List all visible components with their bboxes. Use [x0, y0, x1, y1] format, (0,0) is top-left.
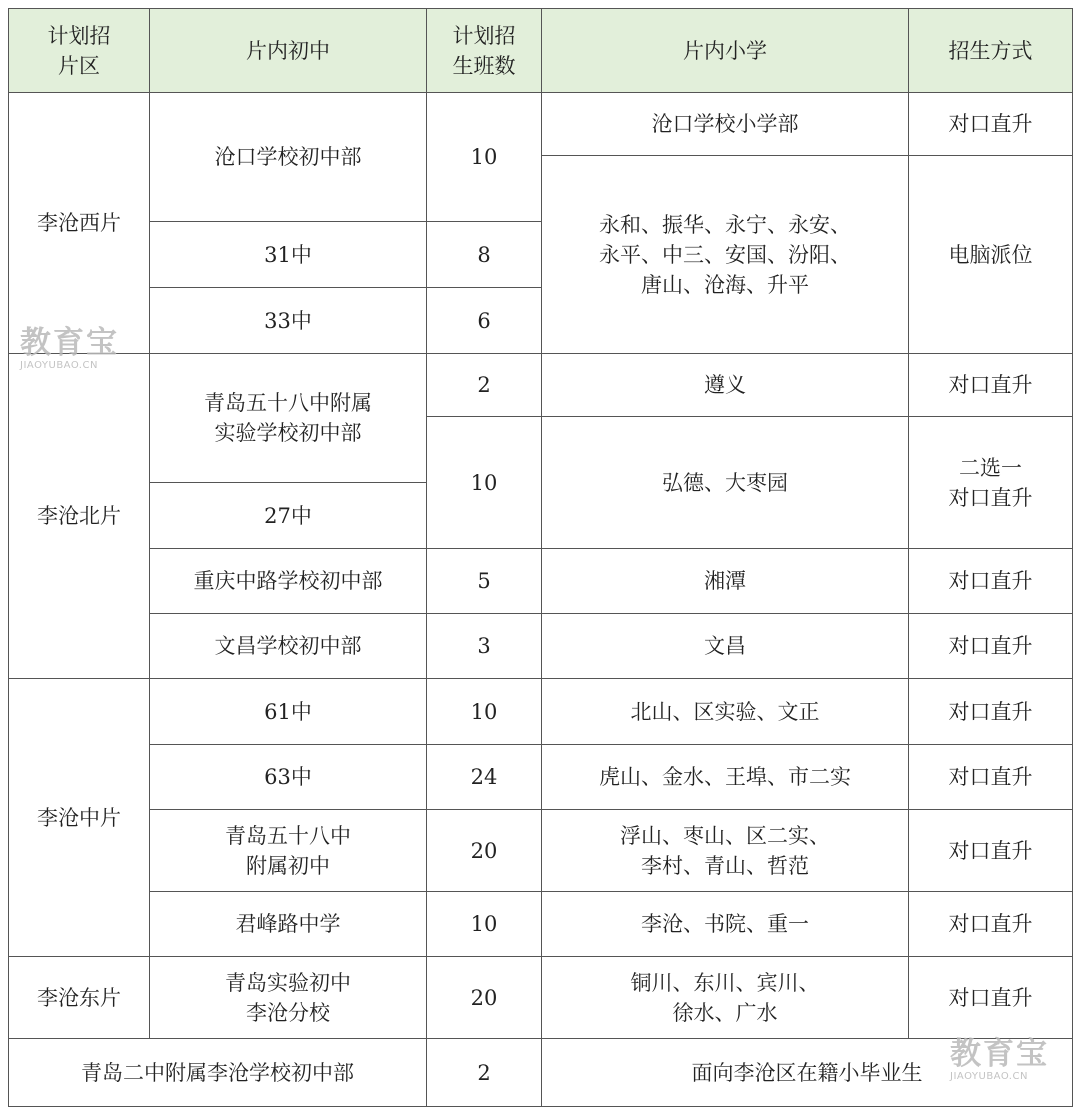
- area-east: 李沧东片: [9, 957, 150, 1039]
- method-cell: 对口直升: [909, 549, 1073, 614]
- header-middle-school: 片内初中: [150, 9, 427, 93]
- primary-cell: 文昌: [542, 614, 909, 679]
- school-cell: 重庆中路学校初中部: [150, 549, 427, 614]
- primary-cell: 遵义: [542, 354, 909, 417]
- school-cell: 33中: [150, 288, 427, 354]
- method-cell: 对口直升: [909, 745, 1073, 810]
- method-cell: 对口直升: [909, 810, 1073, 892]
- method-cell: 电脑派位: [909, 156, 1073, 354]
- method-cell: 二选一 对口直升: [909, 417, 1073, 549]
- school-cell: 沧口学校初中部: [150, 93, 427, 222]
- school-cell: 63中: [150, 745, 427, 810]
- method-cell: 对口直升: [909, 614, 1073, 679]
- classes-cell: 10: [427, 417, 542, 549]
- classes-cell: 10: [427, 892, 542, 957]
- table-row: [9, 957, 1073, 1039]
- table-row: [9, 354, 1073, 417]
- table-row: [9, 549, 1073, 614]
- school-cell: 青岛实验初中 李沧分校: [150, 957, 427, 1039]
- school-cell: 青岛五十八中 附属初中: [150, 810, 427, 892]
- school-cell: 61中: [150, 679, 427, 745]
- header-area: 计划招 片区: [9, 9, 150, 93]
- table-row: [9, 810, 1073, 892]
- classes-cell: 24: [427, 745, 542, 810]
- classes-cell: 10: [427, 679, 542, 745]
- school-cell: 31中: [150, 222, 427, 288]
- method-cell: 对口直升: [909, 892, 1073, 957]
- table-row: [9, 93, 1073, 156]
- primary-cell: 永和、振华、永宁、永安、 永平、中三、安国、汾阳、 唐山、沧海、升平: [542, 156, 909, 354]
- classes-cell: 10: [427, 93, 542, 222]
- classes-cell: 6: [427, 288, 542, 354]
- classes-cell: 2: [427, 1039, 542, 1107]
- school-cell: 青岛五十八中附属 实验学校初中部: [150, 354, 427, 483]
- classes-cell: 5: [427, 549, 542, 614]
- note-cell: 面向李沧区在籍小毕业生: [542, 1039, 1073, 1107]
- method-cell: 对口直升: [909, 957, 1073, 1039]
- watermark-left: 教育宝 JIAOYUBAO.CN: [20, 325, 119, 371]
- table-row: [9, 614, 1073, 679]
- header-classes: 计划招 生班数: [427, 9, 542, 93]
- header-primary: 片内小学: [542, 9, 909, 93]
- classes-cell: 20: [427, 810, 542, 892]
- classes-cell: 2: [427, 354, 542, 417]
- primary-cell: 湘潭: [542, 549, 909, 614]
- header-row: [9, 9, 1073, 93]
- school-cell: 君峰路中学: [150, 892, 427, 957]
- table-row: [9, 1039, 1073, 1107]
- classes-cell: 8: [427, 222, 542, 288]
- method-cell: 对口直升: [909, 354, 1073, 417]
- school-cell: 青岛二中附属李沧学校初中部: [9, 1039, 427, 1107]
- table-row: [9, 745, 1073, 810]
- classes-cell: 20: [427, 957, 542, 1039]
- primary-cell: 虎山、金水、王埠、市二实: [542, 745, 909, 810]
- primary-cell: 北山、区实验、文正: [542, 679, 909, 745]
- primary-cell: 铜川、东川、宾川、 徐水、广水: [542, 957, 909, 1039]
- area-west: 李沧西片: [9, 93, 150, 354]
- table-row: [9, 679, 1073, 745]
- area-central: 李沧中片: [9, 679, 150, 957]
- watermark-right: 教育宝 JIAOYUBAO.CN: [950, 1036, 1049, 1082]
- classes-cell: 3: [427, 614, 542, 679]
- table-row: [9, 892, 1073, 957]
- method-cell: 对口直升: [909, 93, 1073, 156]
- primary-cell: 浮山、枣山、区二实、 李村、青山、哲范: [542, 810, 909, 892]
- school-cell: 文昌学校初中部: [150, 614, 427, 679]
- header-method: 招生方式: [909, 9, 1073, 93]
- school-cell: 27中: [150, 483, 427, 549]
- primary-cell: 李沧、书院、重一: [542, 892, 909, 957]
- primary-cell: 弘德、大枣园: [542, 417, 909, 549]
- primary-cell: 沧口学校小学部: [542, 93, 909, 156]
- method-cell: 对口直升: [909, 679, 1073, 745]
- enrollment-table: [8, 8, 1073, 1107]
- area-north: 李沧北片: [9, 354, 150, 679]
